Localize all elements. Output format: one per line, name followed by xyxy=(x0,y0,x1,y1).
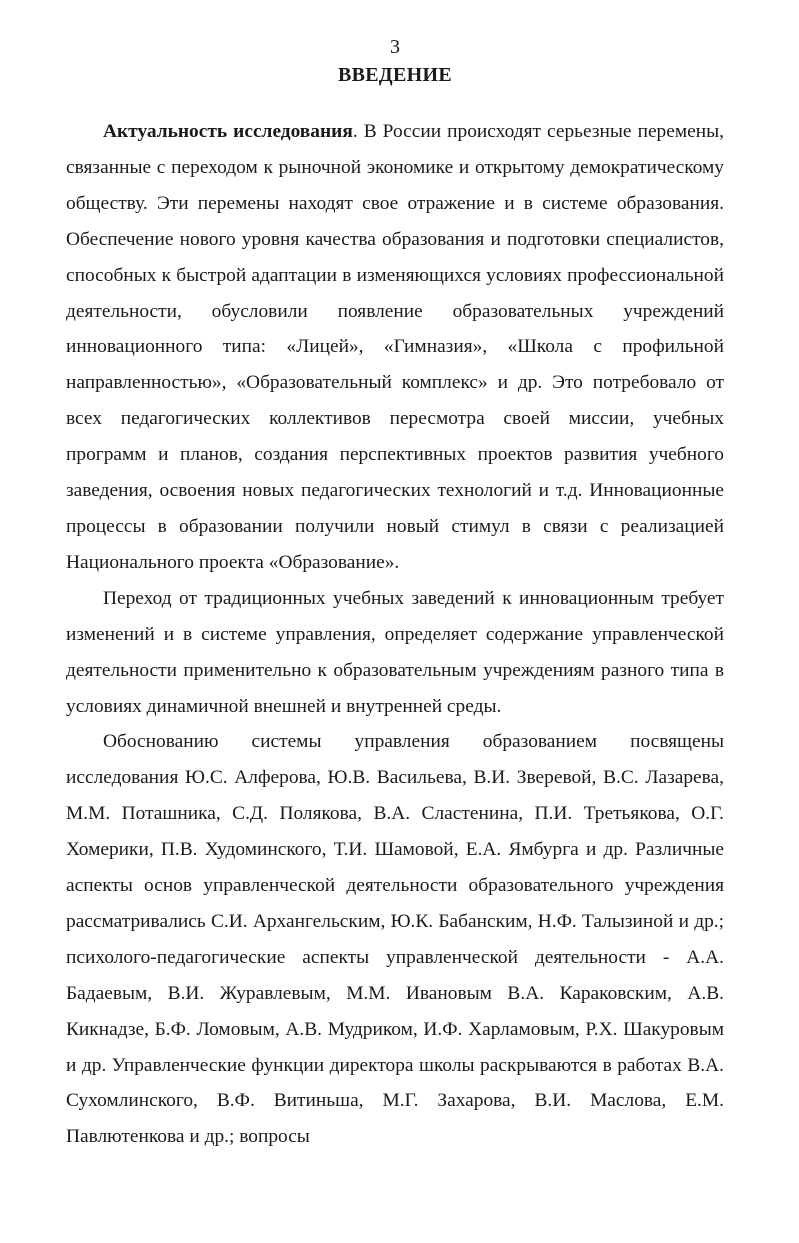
paragraph-text: . В России происходят серьезные перемены, связанные с переходом к рыночной экономике и открытому демократическому обществу. Эти перемены находят свое отражение и в системе образования. Обеспечение нового уровня качества образования и подготовки специалистов, способных к быстрой адаптации в изменяющихся условиях профессиональной деятельности, обусловили появление образовательных учреждений инновационного типа: «Лицей», «Гимназия», «Школа с профильной направленностью», «Образовательный комплекс» и др. Это потребовало от всех педагогических коллективов пересмотра своей миссии, учебных программ и планов, создания перспективных проектов развития учебного заведения, освоения новых педагогических технологий и т.д. Инновационные процессы в образовании получили новый стимул в связи с реализацией Национального проекта «Образование». xyxy=(66,121,724,573)
paragraph-research-review: Обоснованию системы управления образованием посвящены исследования Ю.С. Алферова, Ю.В. Васильева, В.И. Зверевой, В.С. Лазарева, М.М. Поташника, С.Д. Полякова, В.А. Сластенина, П.И. Третьякова, О.Г. Хомерики, П.В. Худоминского, Т.И. Шамовой, Е.А. Ямбурга и др. Различные аспекты основ управленческой деятельности образовательного учреждения рассматривались С.И. Архангельским, Ю.К. Бабанским, Н.Ф. Талызиной и др.; психолого-педагогические аспекты управленческой деятельности - А.А. Бадаевым, В.И. Журавлевым, М.М. Ивановым В.А. Караковским, А.В. Кикнадзе, Б.Ф. Ломовым, А.В. Мудриком, И.Ф. Харламовым, Р.Х. Шакуровым и др. Управленческие функции директора школы раскрываются в работах В.А. Сухомлинского, В.Ф. Витиньша, М.Г. Захарова, В.И. Маслова, Е.М. Павлютенкова и др.; вопросы xyxy=(66,731,724,1148)
page-number: 3 xyxy=(390,36,400,58)
paragraph-transition: Переход от традиционных учебных заведений к инновационным требует изменений и в системе управления, определяет содержание управленческой деятельности применительно к образовательным учреждениям разного типа в условиях динамичной внешней и внутренней среды. xyxy=(66,587,724,717)
section-heading: ВВЕДЕНИЕ xyxy=(338,64,452,86)
paragraph-lead-bold: Актуальность исследования xyxy=(103,121,353,142)
paragraph-relevance xyxy=(66,114,724,581)
document-page xyxy=(66,34,724,1155)
